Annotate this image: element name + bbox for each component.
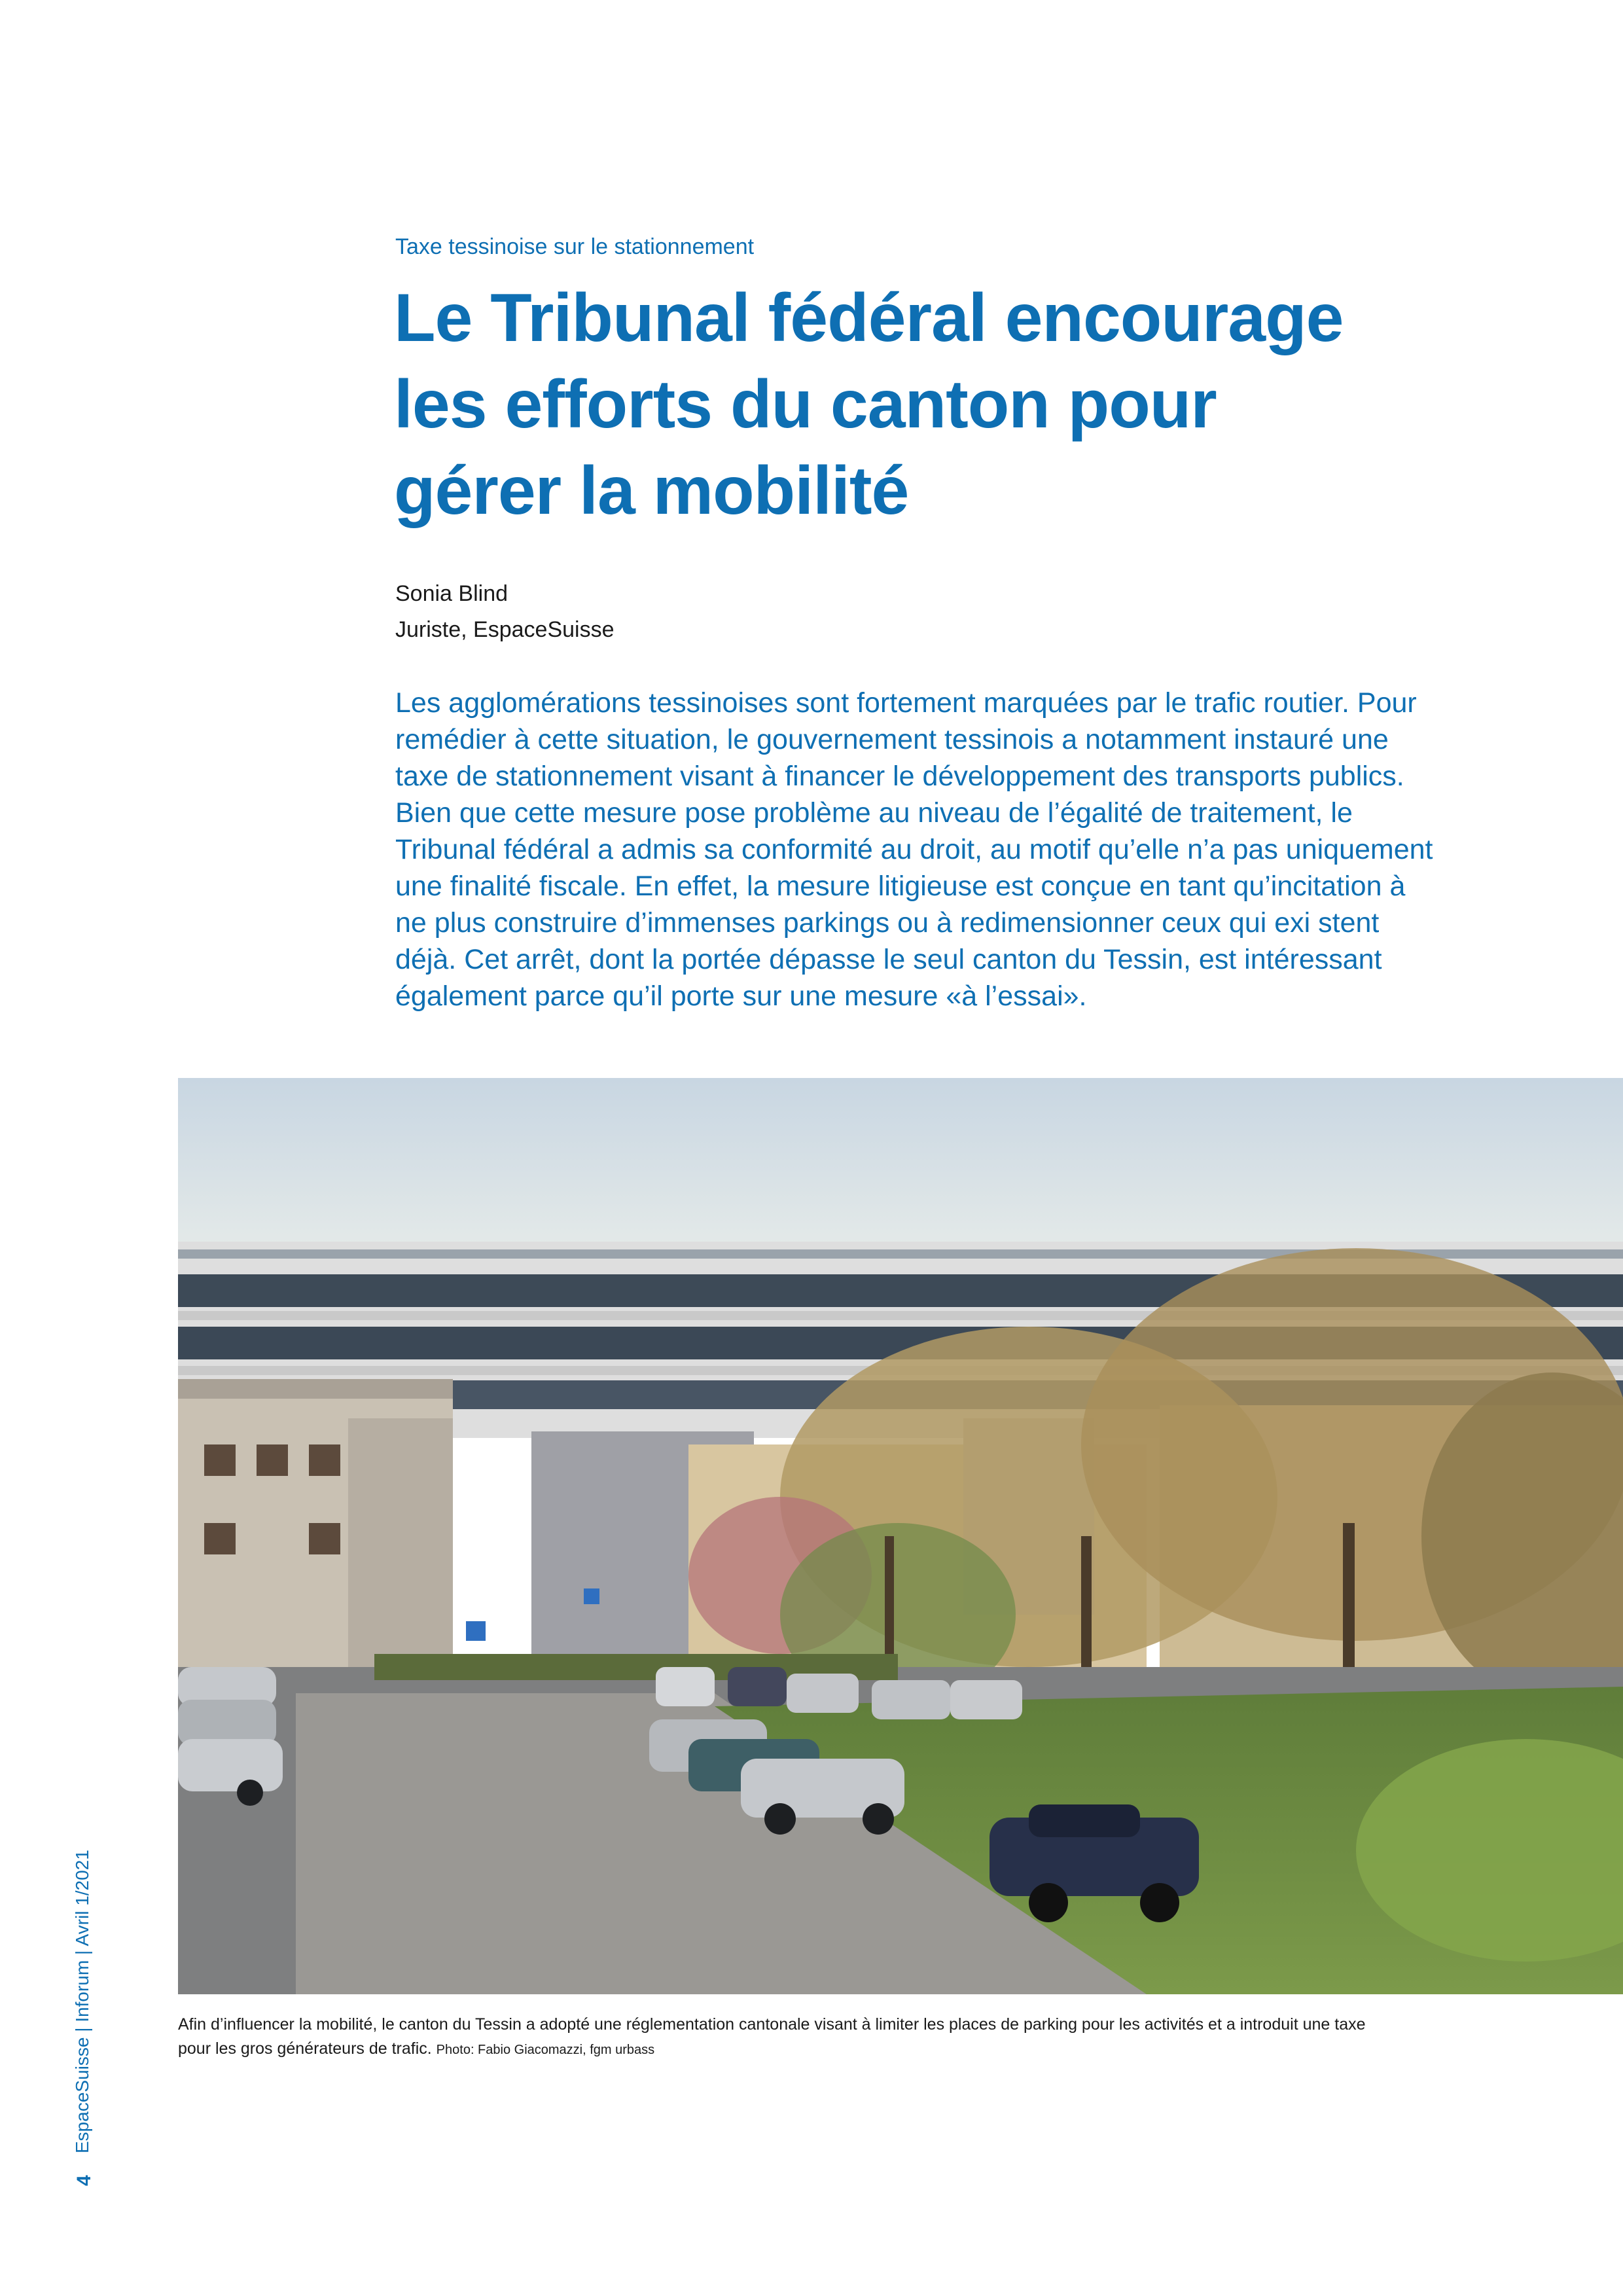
parking-lot-photo	[178, 1078, 1623, 1994]
lead-line: ne plus construire d’immenses parkings ou à redimensionner ceux qui exi stent	[395, 907, 1380, 939]
lead-line: Bien que cette mesure pose problème au niveau de l’égalité de traitement, le	[395, 797, 1353, 829]
lead-line: remédier à cette situation, le gouvernement tessinois a notamment instauré une	[395, 724, 1389, 755]
article-kicker: Taxe tessinoise sur le stationnement	[395, 234, 755, 259]
author-role: Juriste, EspaceSuisse	[395, 617, 615, 642]
publication-info: EspaceSuisse | Inforum | Avril 1/2021	[72, 1850, 92, 2153]
lead-line: Tribunal fédéral a admis sa conformité au droit, au motif qu’elle n’a pas uniquement	[395, 834, 1433, 865]
photo-caption	[178, 2013, 1605, 2062]
lead-line: Les agglomérations tessinoises sont fortement marquées par le trafic routier. Pour	[395, 687, 1417, 719]
headline-line: gérer la mobilité	[394, 453, 909, 529]
caption-line-with-credit	[178, 2037, 1605, 2062]
lead-paragraph	[395, 685, 1469, 1014]
author-name: Sonia Blind	[395, 581, 508, 606]
page-number: 4	[73, 2175, 95, 2186]
lead-line: déjà. Cet arrêt, dont la portée dépasse le seul canton du Tessin, est intéressant	[395, 944, 1382, 975]
lead-line: taxe de stationnement visant à financer le développement des transports publics.	[395, 761, 1404, 792]
lead-line: une finalité fiscale. En effet, la mesure litigieuse est conçue en tant qu’incitation à	[395, 870, 1406, 902]
article-headline	[394, 275, 1507, 534]
photo-credit: Photo: Fabio Giacomazzi, fgm urbass	[436, 2043, 655, 2057]
headline-line: Le Tribunal fédéral encourage	[394, 280, 1344, 356]
headline-line: les efforts du canton pour	[394, 367, 1217, 442]
caption-line: pour les gros générateurs de trafic.	[178, 2039, 432, 2058]
lead-line: également parce qu’il porte sur une mesure «à l’essai».	[395, 980, 1087, 1012]
caption-line: Afin d’influencer la mobilité, le canton du Tessin a adopté une réglementation cantonale visant à limiter les places de parking pour les activités et a introduit une taxe	[178, 2015, 1366, 2034]
